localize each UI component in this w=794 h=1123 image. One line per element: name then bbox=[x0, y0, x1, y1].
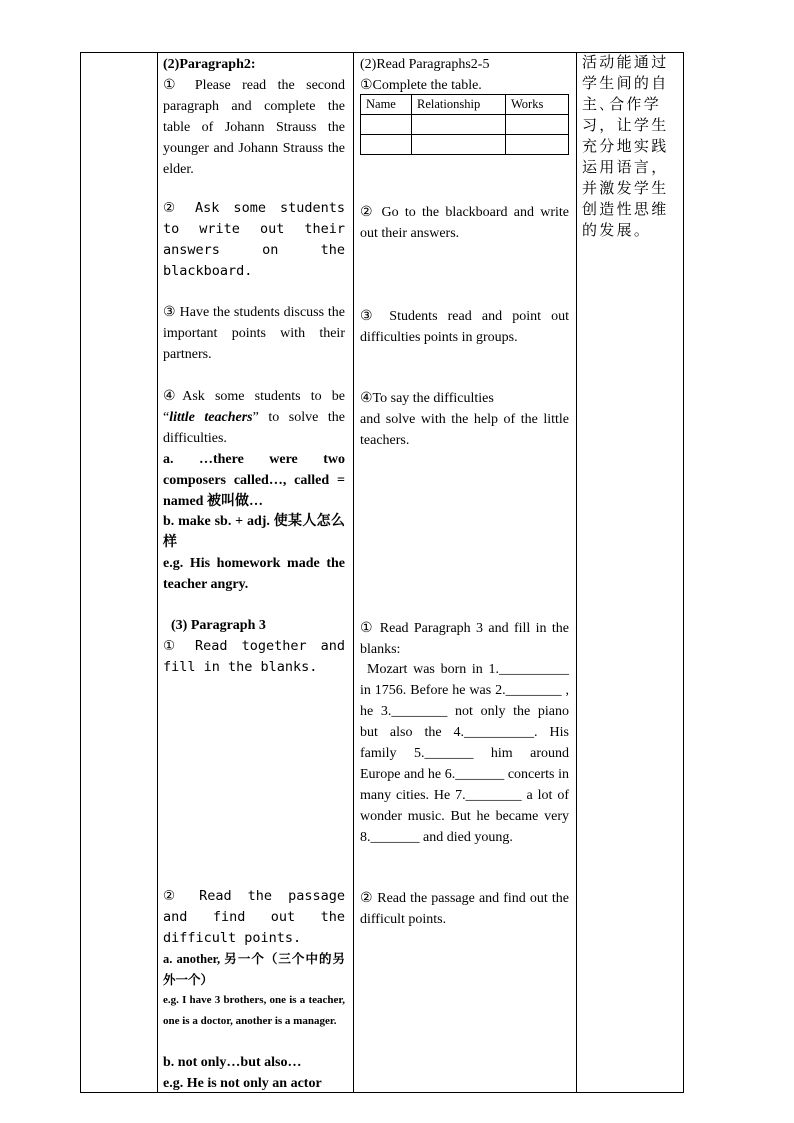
relationship-table bbox=[360, 94, 569, 155]
table-header-works: Works bbox=[506, 95, 569, 115]
point-another-example: e.g. I have 3 brothers, one is a teacher, one is a doctor, another is a manager. bbox=[163, 994, 345, 1027]
teacher-step1: ① Please read the second paragraph and complete the table of Johann Strauss the younger and Johann Strauss the elder. bbox=[163, 78, 345, 177]
teacher-step4-part2: ” to solve the difficulties. bbox=[163, 410, 345, 446]
read-paragraphs-heading: (2)Read Paragraphs2-5 bbox=[360, 57, 490, 72]
paragraph3-fill-instruction: ① Read Paragraph 3 and fill in the blanks: bbox=[360, 621, 569, 657]
point-make-example: e.g. His homework made the teacher angry. bbox=[163, 556, 345, 592]
purpose-text: 活动能通过学生间的自主､合作学习，让学生充分地实践运用语言，并激发学生创造性思维的发展。 bbox=[582, 53, 669, 239]
table-cell[interactable] bbox=[506, 115, 569, 135]
point-not-only-example: e.g. He is not only an actor bbox=[163, 1076, 322, 1091]
student-step2: ② Go to the blackboard and write out their answers. bbox=[360, 205, 569, 241]
table-cell[interactable] bbox=[506, 135, 569, 155]
complete-table-instruction: ①Complete the table. bbox=[360, 78, 482, 93]
point-another: a. another, 另一个（三个中的另外一个） bbox=[163, 952, 345, 987]
little-teachers-term: little teachers bbox=[169, 410, 253, 425]
teacher-step4-part1: ④Ask some students to be “ bbox=[163, 389, 345, 425]
paragraph2-heading: (2)Paragraph2: bbox=[163, 57, 256, 72]
point-not-only: b. not only…but also… bbox=[163, 1055, 302, 1070]
table-border-left bbox=[80, 52, 81, 1093]
table-cell[interactable] bbox=[361, 135, 412, 155]
table-header-relationship: Relationship bbox=[412, 95, 506, 115]
table-cell[interactable] bbox=[361, 115, 412, 135]
teacher-step3: ③ Have the students discuss the important points with their partners. bbox=[163, 305, 345, 362]
table-cell[interactable] bbox=[412, 135, 506, 155]
table-border-col1 bbox=[157, 52, 158, 1093]
table-border-col2 bbox=[353, 52, 354, 1093]
teacher-step4 bbox=[163, 386, 345, 449]
point-called: a. …there were two composers called…, called = named 被叫做… bbox=[163, 452, 345, 509]
student-step4-line2: and solve with the help of the little teachers. bbox=[360, 412, 569, 448]
student-step4-line1: ④To say the difficulties bbox=[360, 391, 494, 406]
paragraph3-heading: (3) Paragraph 3 bbox=[171, 618, 266, 633]
student-find-difficult-points: ② Read the passage and find out the difficult points. bbox=[360, 891, 569, 927]
table-border-col3 bbox=[576, 52, 577, 1093]
point-make: b. make sb. + adj. 使某人怎么样 bbox=[163, 514, 345, 550]
table-header-name: Name bbox=[361, 95, 412, 115]
paragraph3-step1: ① Read together and fill in the blanks. bbox=[163, 638, 345, 675]
student-step3: ③ Students read and point out difficulties points in groups. bbox=[360, 309, 569, 345]
table-cell[interactable] bbox=[412, 115, 506, 135]
table-border-right bbox=[683, 52, 684, 1093]
paragraph3-step2: ② Read the passage and find out the difficult points. bbox=[163, 888, 345, 946]
teacher-step2: ② Ask some students to write out their answers on the blackboard. bbox=[163, 200, 345, 279]
mozart-passage: Mozart was born in 1.__________ in 1756. Before he was 2.________ , he 3.________ not only the piano but also the 4.__________. His family 5._______ him around Europe and he 6._______ concerts in many cities. He 7.________ a lot of wonder music. But he became very 8._______ and died young. bbox=[360, 662, 569, 845]
